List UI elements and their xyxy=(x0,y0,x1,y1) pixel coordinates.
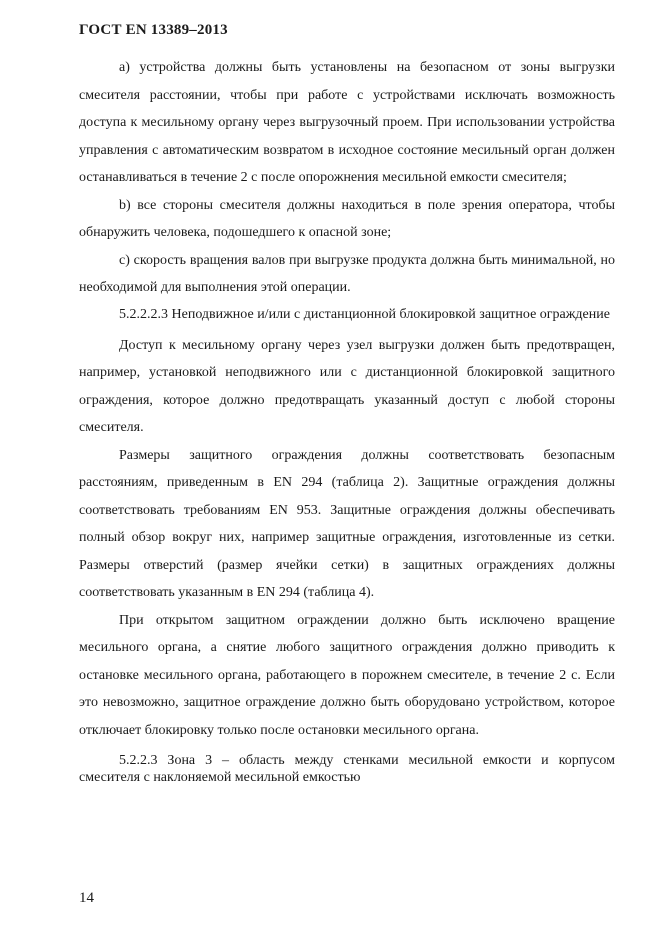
page-number: 14 xyxy=(79,890,94,906)
document-body xyxy=(79,54,615,786)
paragraph-access: Доступ к месильному органу через узел выгрузки должен быть предотвращен, например, установкой неподвижного или с дистанционной блокировкой защитного ограждения, которое должно предотвращать указанный доступ с любой стороны смесителя. xyxy=(79,337,615,435)
paragraph-guard-sizes: Размеры защитного ограждения должны соответствовать безопасным расстояниям, приведенным в EN 294 (таблица 2). Защитные ограждения должны соответствовать требованиям EN 953. Защитные ограждения должны обеспечивать полный обзор вокруг них, например защитные ограждения, изготовленные из сетки. Размеры отверстий (размер ячейки сетки) в защитных ограждениях должны соответствовать указанным в EN 294 (таблица 4). xyxy=(79,447,615,600)
paragraph-a: а) устройства должны быть установлены на безопасном от зоны выгрузки смесителя расстоянии, чтобы при работе с устройствами исключать возможность доступа к месильному органу через выгрузочный проем. При использовании устройства управления с автоматическим возвратом в исходное состояние месильный орган должен останавливаться в течение 2 с после опорожнения месильной емкости смесителя; xyxy=(79,60,615,185)
paragraph-open-guard: При открытом защитном ограждении должно быть исключено вращение месильного органа, а снятие любого защитного ограждения должно приводить к остановке месильного органа, работающего в порожнем смесителе, в течение 2 с. Если это невозможно, защитное ограждение должно быть оборудовано устройством, которое отключает блокировку только после остановки месильного органа. xyxy=(79,612,615,738)
paragraph-c: с) скорость вращения валов при выгрузке продукта должна быть минимальной, но необходимой для выполнения этой операции. xyxy=(79,252,615,295)
document-header: ГОСТ EN 13389–2013 xyxy=(79,22,228,38)
section-heading-5-2-2-2-3: 5.2.2.2.3 Неподвижное и/или с дистанционной блокировкой защитное ограждение xyxy=(119,306,610,322)
paragraph-b: b) все стороны смесителя должны находиться в поле зрения оператора, чтобы обнаружить человека, подошедшего к опасной зоне; xyxy=(79,197,615,240)
section-heading-zone-3: 5.2.2.3 Зона 3 – область между стенками месильной емкости и корпусом смесителя с наклоняемой месильной емкостью xyxy=(79,753,615,785)
